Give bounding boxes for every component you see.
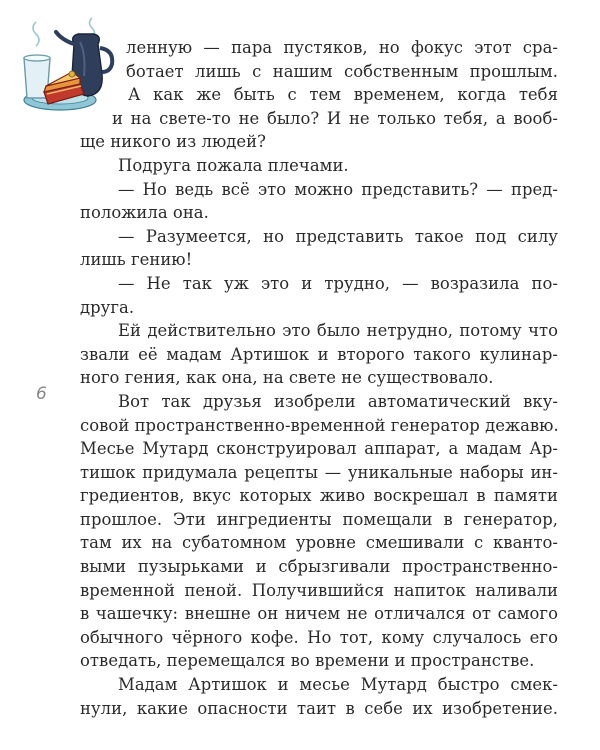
text-line: Месье Мутард сконструировал аппарат, а мадам Ар- (80, 439, 558, 459)
text-line: временной пеной. Получившийся напиток наливали (80, 580, 558, 600)
text-line: нули, какие опасности таит в себе их изобретение. (80, 698, 558, 718)
page-number: 6 (36, 384, 47, 404)
text-line: — Разумеется, но представить такое под силу (118, 226, 558, 246)
text-line: прошлое. Эти ингредиенты помещали в генератор, (80, 509, 558, 529)
text-line: Ей действительно это было нетрудно, потому что (118, 321, 558, 341)
text-line: — Но ведь всё это можно представить? — пред- (118, 179, 558, 199)
text-line: обычного чёрного кофе. Но тот, кому случалось его (80, 627, 558, 647)
text-line: ленную — пара пустяков, но фокус этот сра- (126, 38, 558, 57)
text-line: А как же быть с тем временем, когда тебя (128, 85, 558, 105)
text-line: положила она. (80, 203, 209, 223)
text-line: отведать, перемещался во времени и пространстве. (80, 651, 535, 671)
text-line: совой пространственно-временной генератор дежавю. (80, 415, 559, 435)
text-line: ще никого из людей? (80, 132, 266, 152)
text-line: гредиентов, вкус которых живо воскрешал в памяти (80, 486, 558, 506)
text-line: выми пузырьками и сбрызгивали пространственно- (80, 557, 558, 577)
text-line: там их на субатомном уровне смешивали с кванто- (80, 533, 558, 553)
text-line: Вот так друзья изобрели автоматический вку- (118, 391, 558, 411)
text-line: в чашечку: внешне он ничем не отличался от самого (80, 604, 558, 624)
body-text (80, 36, 558, 720)
text-line: ного гения, как она, на свете не существовало. (80, 368, 494, 388)
text-line: и на свете-то не было? И не только тебя, а вооб- (112, 108, 558, 128)
text-line: Мадам Артишок и месье Мутард быстро смек- (118, 675, 558, 695)
text-line: ботает лишь с нашим собственным прошлым. (126, 61, 558, 81)
text-line: — Не так уж это и трудно, — возразила по- (118, 273, 558, 293)
text-line: лишь гению! (80, 250, 193, 270)
text-line: звали её мадам Артишок и второго такого кулинар- (80, 344, 558, 364)
text-line: тишок придумала рецепты — уникальные наборы ин- (80, 462, 558, 482)
text-line: Подруга пожала плечами. (118, 155, 349, 175)
text-line: друга. (80, 297, 135, 317)
